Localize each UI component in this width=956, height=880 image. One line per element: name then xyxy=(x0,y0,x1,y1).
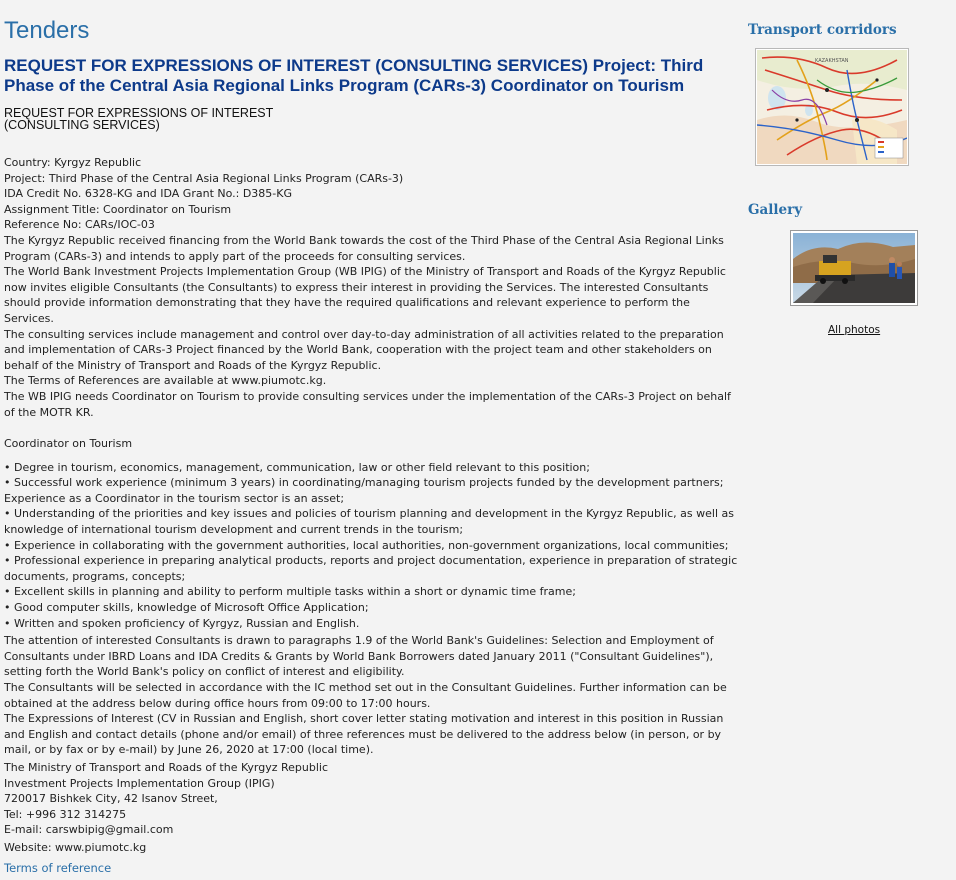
page-title: Tenders xyxy=(4,17,90,44)
address-line: E-mail: carswbipig@gmail.com xyxy=(4,823,174,837)
map-label: KAZAKHSTAN xyxy=(815,58,849,64)
transport-corridors-heading[interactable]: Transport corridors xyxy=(748,22,897,38)
address-line: The Ministry of Transport and Roads of the Kyrgyz Republic xyxy=(4,760,329,774)
closing-paragraph: The attention of interested Consultants is drawn to paragraphs 1.9 of the World Bank's Guidelines: Selection and Employment of Consultants under IBRD Loans and IDA Credits & Grants by World Bank Borrowers dated January 2011 ("Consultant Guidelines"), setting forth the World Bank's policy on conflict of interest and eligibility. xyxy=(4,634,714,679)
road-construction-photo xyxy=(793,233,915,303)
article-subhead xyxy=(4,107,740,131)
requirement-item: • Experience in collaborating with the government authorities, local authorities, non-government organizations, local communities; xyxy=(4,538,729,552)
address-line: Tel: +996 312 314275 xyxy=(4,807,127,821)
requirement-item: • Understanding of the priorities and key issues and policies of tourism planning and development in the Kyrgyz Republic, as well as knowledge of international tourism development and current trends in the tourism; xyxy=(4,507,734,537)
address-line: 720017 Bishkek City, 42 Isanov Street, xyxy=(4,792,218,806)
terms-of-reference-link[interactable]: Terms of reference xyxy=(4,860,112,875)
website-line: Website: www.piumotc.kg xyxy=(4,840,147,854)
subhead-line: REQUEST FOR EXPRESSIONS OF INTEREST xyxy=(4,106,274,120)
sidebar xyxy=(748,22,948,336)
closing-paragraph: The Expressions of Interest (CV in Russian and English, short cover letter stating motivation and interest in this position in Russian and English and contact details (phone and/or email) of three references must be delivered to the address below (in person, or by mail, or by fax or by e-mail) by June 26, 2020 at 17:00 (local time). xyxy=(4,712,724,757)
closing-paragraph: The Consultants will be selected in accordance with the IC method set out in the Consultant Guidelines. Further information can be obtained at the address below during office hours from 09:00 to 17:00 hours. xyxy=(4,681,727,710)
intro-paragraph: IDA Credit No. 6328-KG and IDA Grant No.: D385-KG xyxy=(4,187,293,201)
intro-paragraph: The Terms of References are available at www.piumotc.kg. xyxy=(4,374,327,388)
map-image xyxy=(757,50,907,164)
requirement-item: • Degree in tourism, economics, management, communication, law or other field relevant to this position; xyxy=(4,460,590,474)
address-line: Investment Projects Implementation Group (IPIG) xyxy=(4,776,275,790)
intro-paragraph: Project: Third Phase of the Central Asia Regional Links Program (CARs-3) xyxy=(4,171,404,185)
article-body xyxy=(4,155,740,876)
transport-corridors-map[interactable] xyxy=(755,48,909,166)
article-headline: REQUEST FOR EXPRESSIONS OF INTEREST (CONSULTING SERVICES) Project: Third Phase of the Central Asia Regional Links Program (CARs-3) Coordinator on Tourism xyxy=(4,56,704,95)
requirement-item: • Excellent skills in planning and ability to perform multiple tasks within a short or dynamic time frame; xyxy=(4,585,576,599)
intro-paragraph: The World Bank Investment Projects Implementation Group (WB IPIG) of the Ministry of Transport and Roads of the Kyrgyz Republic now invites eligible Consultants (the Consultants) to express their interest in providing the Services. The interested Consultants should provide information demonstrating that they have the required qualifications and relevant experience to perform the Services. xyxy=(4,265,726,325)
gallery-photo[interactable] xyxy=(790,230,918,306)
requirement-item: • Good computer skills, knowledge of Microsoft Office Application; xyxy=(4,601,369,615)
intro-paragraph: The WB IPIG needs Coordinator on Tourism to provide consulting services under the implementation of the CARs-3 Project on behalf of the MOTR KR. xyxy=(4,389,731,419)
subhead-line: (CONSULTING SERVICES) xyxy=(4,118,160,132)
intro-paragraph: Assignment Title: Coordinator on Tourism xyxy=(4,202,232,216)
requirement-item: • Successful work experience (minimum 3 years) in coordinating/managing tourism projects funded by the development partners; Experience as a Coordinator in the tourism sector is an asset; xyxy=(4,476,724,505)
gallery-heading[interactable]: Gallery xyxy=(748,202,803,218)
intro-paragraph: The Kyrgyz Republic received financing from the World Bank towards the cost of the Third Phase of the Central Asia Regional Links Program (CARs-3) and intends to apply part of the proceeds for consulting services. xyxy=(4,233,724,263)
all-photos-link[interactable]: All photos xyxy=(828,324,881,336)
position-title: Coordinator on Tourism xyxy=(4,437,133,451)
main-content xyxy=(4,16,740,876)
requirement-item: • Professional experience in preparing analytical products, reports and project documentation, experience in preparation of strategic documents, programs, concepts; xyxy=(4,554,738,583)
intro-paragraph: The consulting services include management and control over day-to-day administration of all activities related to the preparation and implementation of CARs-3 Project financed by the World Bank, cooperation with the project team and other stakeholders on behalf of the Ministry of Transport and Roads of the Kyrgyz Republic. xyxy=(4,327,724,372)
intro-paragraph: Reference No: CARs/IOC-03 xyxy=(4,218,155,232)
requirement-item: • Written and spoken proficiency of Kyrgyz, Russian and English. xyxy=(4,616,360,630)
intro-paragraph: Country: Kyrgyz Republic xyxy=(4,156,142,169)
